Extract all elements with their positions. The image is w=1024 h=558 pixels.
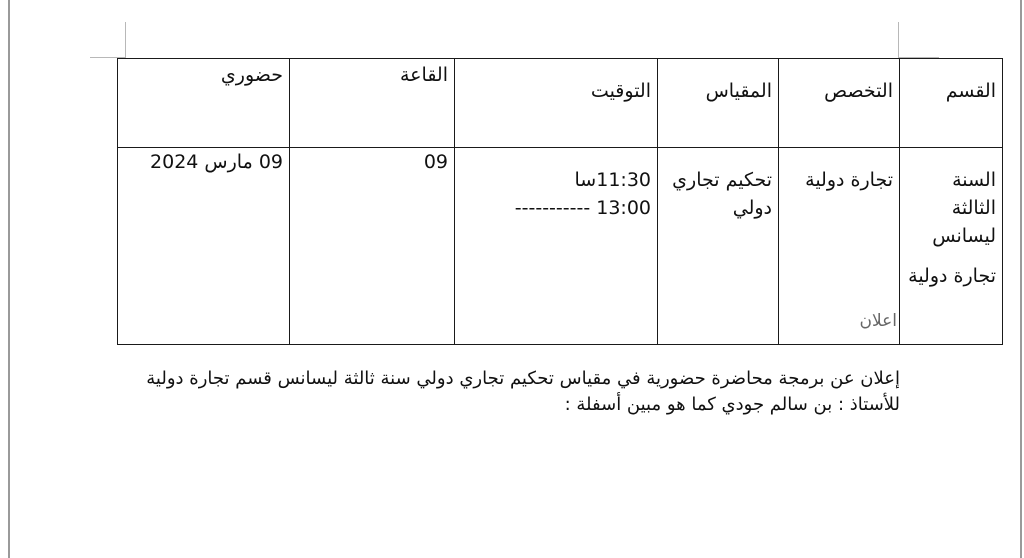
header-cell-time: التوقيت	[455, 59, 658, 148]
department-year: السنة الثالثة ليسانس	[932, 169, 996, 247]
department-name: تجارة دولية	[908, 265, 996, 287]
crop-mark-top-left-vertical	[125, 22, 126, 58]
page-left-edge	[8, 0, 10, 558]
cell-time	[455, 148, 658, 345]
announcement-paragraph: إعلان عن برمجة محاضرة حضورية في مقياس تحكيم تجاري دولي سنة ثالثة ليسانس قسم تجارة دولية للأستاذ : بن سالم جودي كما هو مبين أسفلة :	[146, 368, 900, 415]
cell-attendance-date: 09 مارس 2024	[118, 148, 290, 345]
table-header-row	[118, 59, 1003, 148]
header-cell-specialty: التخصص	[779, 59, 900, 148]
cell-room: 09	[290, 148, 455, 345]
schedule-table	[117, 58, 1003, 345]
page-right-edge	[1020, 0, 1022, 558]
crop-mark-top-right-vertical	[898, 22, 899, 58]
cell-department	[900, 148, 1003, 345]
time-start: 11:30سا	[574, 169, 651, 191]
table-caption: اعلان	[859, 311, 897, 331]
time-end: 13:00 -----------	[514, 197, 651, 219]
cell-subject: تحكيم تجاري دولي	[658, 148, 779, 345]
header-cell-subject: المقياس	[658, 59, 779, 148]
header-cell-department: القسم	[900, 59, 1003, 148]
cell-specialty: تجارة دولية	[779, 148, 900, 345]
header-cell-room: القاعة	[290, 59, 455, 148]
header-cell-attendance: حضوري	[118, 59, 290, 148]
department-spacer	[906, 250, 996, 262]
